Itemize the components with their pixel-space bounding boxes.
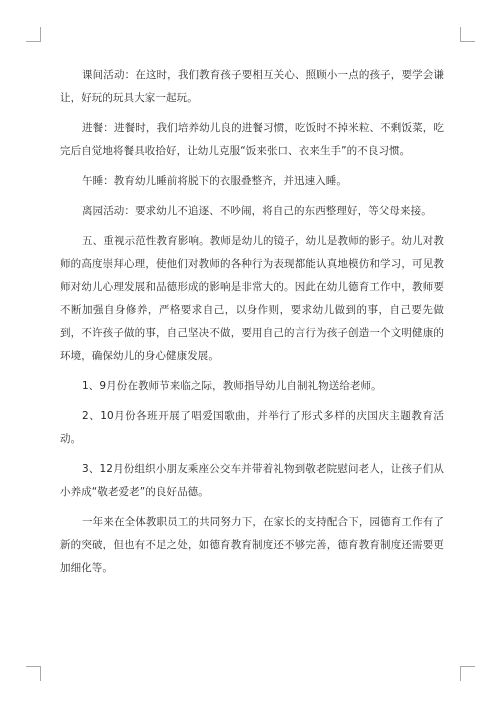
crop-mark-bottom-right	[460, 666, 475, 681]
paragraph-summary: 一年来在全体教职员工的共同努力下，在家长的支持配合下，园德育工作有了新的突破，但也有不足之处，如德育教育制度还不够完善，德育教育制度还需要更加细化等。	[60, 516, 444, 574]
crop-mark-top-left	[26, 27, 41, 42]
crop-mark-top-right	[460, 27, 475, 42]
paragraph-role-model: 五、重视示范性教育影响。教师是幼儿的镜子，幼儿是教师的影子。幼儿对教师的高度崇拜心理，使他们对教师的各种行为表现都能认真地模仿和学习，可见教师对幼儿心理发展和品德形成的影响是非常大的。因此在幼儿德育工作中，教师要不断加强自身修养，严格要求自己，以身作则，要求幼儿做到的事，自己要先做到，不许孩子做的事，自己坚决不做，要用自己的言行为孩子创造一个文明健康的环境，确保幼儿的身心健康发展。	[60, 235, 444, 362]
document-body	[60, 64, 444, 587]
paragraph-item-2: 2、10月份各班开展了唱爱国歌曲，并举行了形式多样的庆国庆主题教育活动。	[60, 410, 444, 445]
paragraph-item-1: 1、9月份在教师节来临之际，教师指导幼儿自制礼物送给老师。	[82, 380, 382, 392]
paragraph-recess-activity: 课间活动：在这时，我们教育孩子要相互关心、照顾小一点的孩子，要学会谦让，好玩的玩具大家一起玩。	[60, 69, 444, 104]
paragraph-departure: 离园活动：要求幼儿不追逐、不吵闹，将自己的东西整理好，等父母来接。	[82, 205, 432, 217]
paragraph-meals: 进餐：进餐时，我们培养幼儿良的进餐习惯，吃饭时不掉米粒、不剩饭菜，吃完后自觉地将餐具收拾好，让幼儿克服“饭来张口、衣来生手”的不良习惯。	[60, 122, 444, 157]
crop-mark-bottom-left	[26, 666, 41, 681]
paragraph-nap: 午睡：教育幼儿睡前将脱下的衣服叠整齐，并迅速入睡。	[82, 175, 347, 187]
paragraph-item-3: 3、12月份组织小朋友乘座公交车并带着礼物到敬老院慰问老人，让孩子们从小养成“敬老爱老”的良好品德。	[60, 463, 444, 498]
